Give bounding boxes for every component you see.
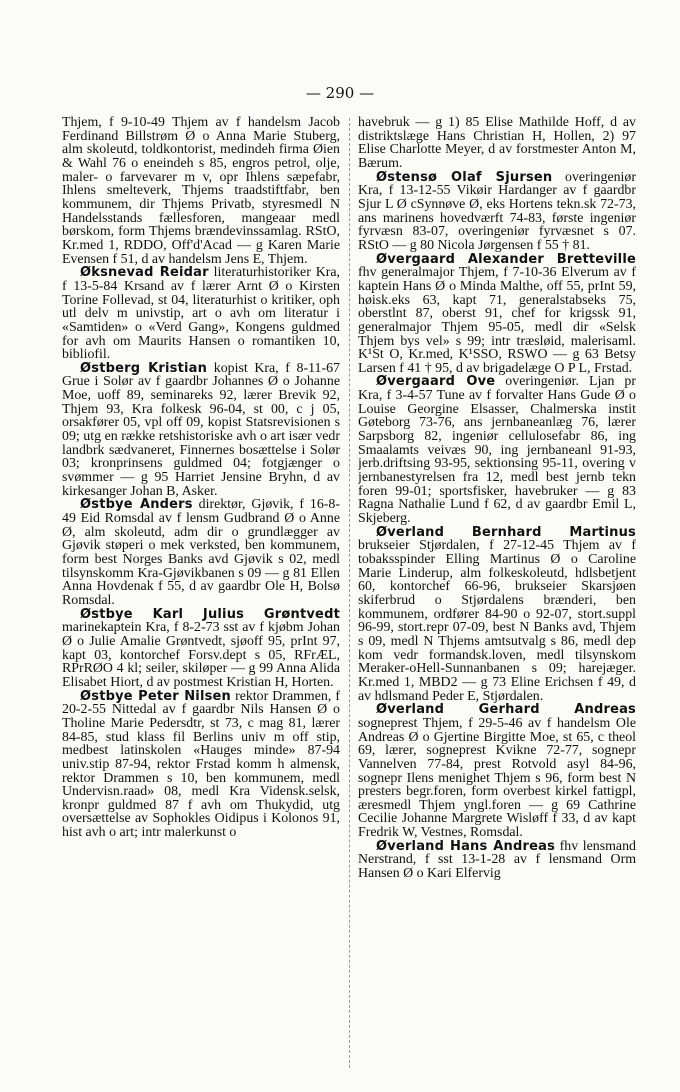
entry-name: Østbye Anders [80, 497, 193, 513]
entry-name: Østensø Olaf Sjursen [376, 169, 553, 185]
entry-text: literaturhistoriker Kra, f 13-5-84 Krsand av f lærer Arnt Ø o Kirsten Torine Follevad, st 04, literaturhist o kritiker, oph utl delv m univstip, art o avh om literatur i «Samtiden» o «Verd Gang», Kongens guldmed for avh om Maurits Hansen o romantiken 10, bibliofil. [62, 265, 340, 363]
entry-text: brukseier Stjørdalen, f 27-12-45 Thjem av f tobaksspinder Elling Martinus Ø o Caroline Marie Linderup, alm folkeskoleutd, hdlsbetjent 60, kontorchef 66-96, brukseier Skarsjøen skiferbrud o Stjørdalens brænderi, ben kommunem, ordfører 84-90 o 92-07, stort.suppl 96-99, stort.repr 07-09, best N Banks avd, Thjem s 09, medl N Thjems amtsutvalg s 86, medl dep kom vedr formandsk.loven, medl tilsynskom Meraker-oHell-Sunnanbanen s 09; harejæger. Kr.med 1, MBD2 — g 73 Eline Erichsen f 49, d av hdlsmand Peder E, Stjørdalen. [358, 538, 636, 704]
entry-ostenso-olaf [358, 171, 636, 253]
entry-name: Øverland Gerhard Andreas [376, 702, 636, 718]
entry-text: sogneprest Thjem, f 29-5-46 av f handelsm Ole Andreas Ø o Gjertine Birgitte Moe, st 65, c theol 69, lærer, sogneprest Kvikne 72-77, sognepr Vannelven 77-84, prest Rotvold asyl 84-96, sognepr Ilens menighet Thjem s 96, form best N presters begr.foren, form overbest kirkel fattigpl, æresmedl Thjem yngl.foren — g 69 Cathrine Cecilie Johanne Margrete Wisløff f 33, d av kapt Fredrik W, Vestnes, Romsdal. [358, 715, 636, 841]
entry-oksnevad-reidar [62, 266, 340, 362]
entry-name: Østbye Peter Nilsen [80, 688, 232, 704]
entry-name: Øverland Hans Andreas [376, 838, 556, 854]
entry-text: fhv lensmand Nerstrand, f sst 13-1-28 av f lensmand Orm Hansen Ø o Kari Elfervig [358, 838, 636, 881]
entry-overland-hans [358, 840, 636, 881]
entry-text: havebruk — g 1) 85 Elise Mathilde Hoff, d av distriktslæge Hans Christian H, Hollen, 2) 97 Elise Charlotte Meyer, d av forstmester Anton M, Bærum. [358, 116, 636, 171]
entry-text: marinekaptein Kra, f 8-2-73 sst av f kjøbm Johan Ø o Julie Amalie Grøntvedt, sjøoff 95, prInt 97, kapt 03, kontorchef Forsv.dept s 05, RFrÆL, RPrRØO 4 kl; seiler, skiløper — g 99 Anna Alida Elisabet Hiort, d av postmest Kristian H, Horten. [62, 620, 340, 690]
entry-name: Øvergaard Alexander Bretteville [376, 251, 636, 267]
entry-name: Øvergaard Ove [376, 374, 496, 390]
entry-name: Østberg Kristian [80, 360, 208, 376]
left-column [62, 116, 340, 840]
entry-text: direktør, Gjøvik, f 16-8-49 Eid Romsdal av f lensm Gudbrand Ø o Anne Ø, alm skoleutd, adm dir o grundlægger av Gjøvik støperi o mek verksted, ben kommunem, form best Norges Banks avd Gjøvik s 02, medl tilsynskomm Kra-Gjøvikbanen s 09 — g 81 Ellen Anna Hovdenak f 55, d av gaardbr Ole H, Bolsø Romsdal. [62, 497, 340, 608]
entry-overland-bernhard [358, 526, 636, 704]
entry-ostbye-anders [62, 498, 340, 607]
entry-text: Thjem, f 9-10-49 Thjem av f handelsm Jacob Ferdinand Billstrøm Ø o Anna Marie Stuberg, alm skoleutd, toldkontorist, medindeh firma Øien & Wahl 76 o eneindeh s 85, engros petrol, olje, maler- o farvevarer m v, opr Ihlens sæpefabr, Ihlens smelteverk, Thjems traadstiftfabr, ben kommunem, dir Thjems Privatb, styresmedl N Handelsstands fællesforen, mangeaar medl børskom, form Thjems brændevinssamlag. RStO, Kr.med 1, RDDO, Off'd'Acad — g Karen Marie Evensen f 51, d av handelsm Jens E, Thjem. [62, 116, 340, 267]
entry-overgaard-alexander [358, 253, 636, 376]
column-divider [349, 118, 350, 1068]
entry-ostbye-karl [62, 608, 340, 690]
entry-thjem-continuation [62, 116, 340, 266]
entry-name: Øksnevad Reidar [80, 265, 209, 281]
entry-text: overingeniør Kra, f 13-12-55 Vikøir Hardanger av f gaardbr Sjur L Ø cSynnøve Ø, eks Hortens tekn.sk 72-73, ans marinens hovedværft 74-83, første ingeniør fyrvæsn 83-07, overingeniør fyrvæsnet s 07. RStO — g 80 Nicola Jørgensen f 55 † 81. [358, 169, 636, 253]
entry-text: kopist Kra, f 8-11-67 Grue i Solør av f gaardbr Johannes Ø o Johanne Moe, uoff 89, seminareks 92, lærer Brevik 92, Thjem 93, Kra folkesk 96-04, st 00, c j 05, orsakfører 05, vpl off 09, kopist Statsrevisionen s 09; utg en række retshistoriske avh o art især vedr landbrk sædvaneret, Finnernes bosættelse i Solør 03; kronprinsens guldmed 04; fotgjænger o svømmer — g 95 Harriet Jensine Bryhn, d av kirkesanger Johan B, Asker. [62, 360, 340, 499]
entry-text: fhv generalmajor Thjem, f 7-10-36 Elverum av f kaptein Hans Ø o Minda Malthe, off 55, prInt 59, høisk.eks 63, kapt 71, generalstabseks 75, oberstlnt 87, oberst 91, chef for krigssk 91, generalmajor Thjem 95-05, medl dir «Selsk Thjem bys vel» s 99; intr træsløid, malerisaml. K¹St O, Kr.med, K¹SSO, RSWO — g 63 Betsy Larsen f 41 † 95, d av brigadelæge O P L, Frstad. [358, 265, 636, 376]
entry-text: rektor Drammen, f 20-2-55 Nittedal av f gaardbr Nils Hansen Ø o Tholine Marie Pedersdtr, st 73, c mag 81, lærer 84-85, stud klass fil Berlins univ m off stip, medbest latinskolen «Hauges minde» 87-94 univ.stip 87-94, rektor Frstad komm h almensk, rektor Drammen s 10, ben kommunem, medl Undervisn.raad» 08, medl Kra Vidensk.selsk, kronpr guldmed 87 f avh om Thukydid, utg oversættelse av Sophokles Oidipus i Kolonos 91, hist avh o art; intr malerkunst o [62, 688, 340, 840]
entry-ostberg-kristian [62, 362, 340, 499]
entry-ostbye-peter [62, 690, 340, 840]
entry-overgaard-ove [358, 375, 636, 525]
entry-overland-gerhard [358, 703, 636, 840]
page-number: — 290 — [305, 84, 375, 102]
entry-text: overingeniør. Ljan pr Kra, f 3-4-57 Tune av f forvalter Hans Gude Ø o Louise Georgine Elsasser, Chalmerska instit Gøteborg 73-76, ans jernbaneanlæg 76, lærer Sarpsborg 82, ingeniør cellulosefabr 86, ing Smaalamts veivæs 90, ing jernbaneanl 91-93, jerb.driftsing 93-95, sektionsing 95-11, overing v jernbanestyrelsen fra 12, medl best jernb tekn foren 99-01; sportsfisker, havebruker — g 83 Ragna Nathalie Lund f 62, d av gaardbr Emil L, Skjeberg. [358, 374, 636, 527]
entry-havebruk-continuation [358, 116, 636, 171]
entry-name: Øverland Bernhard Martinus [376, 524, 636, 540]
right-column [358, 116, 636, 881]
entry-name: Østbye Karl Julius Grøntvedt [80, 606, 340, 622]
